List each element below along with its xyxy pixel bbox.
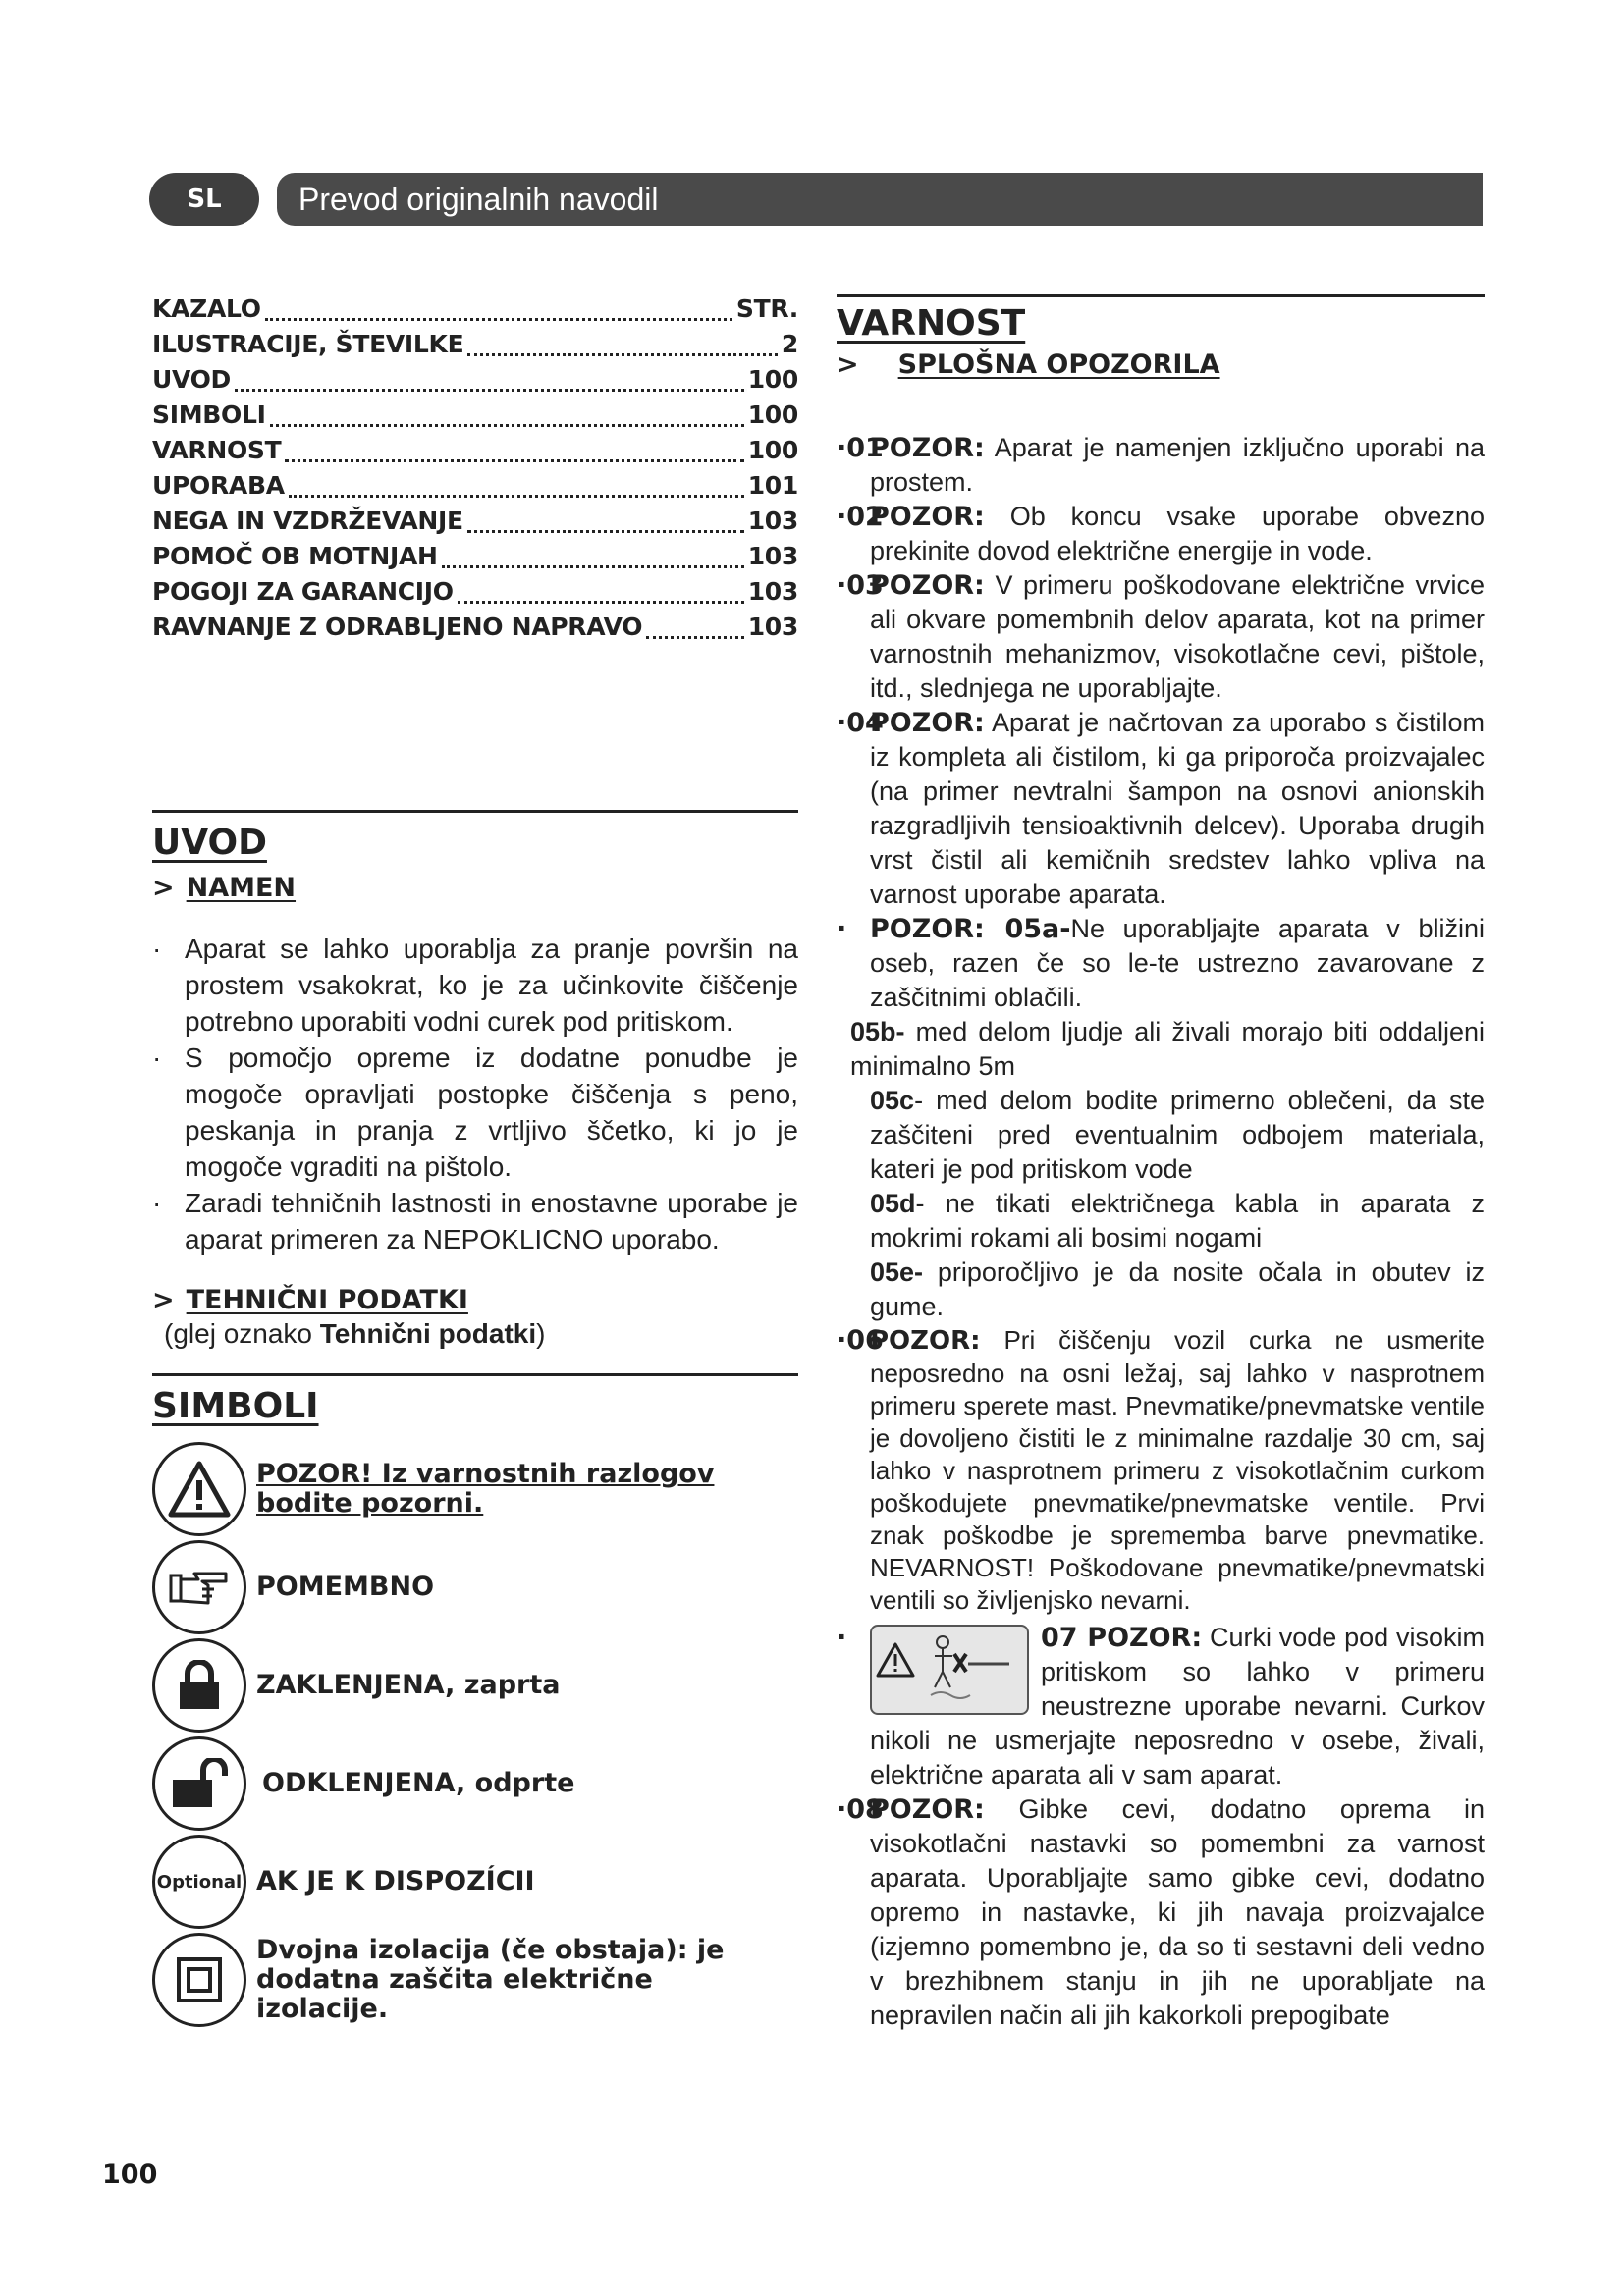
right-column (837, 294, 1485, 2033)
warning-item: ·03 POZOR: V primeru poškodovane električne vrvice ali okvare pomembnih delov aparata, kot na primer varnostnih mehanizmov, visokotlačne cevi, pištole, itd., slednjega ne uporabljajte. (837, 570, 1485, 703)
header-bar (149, 173, 1483, 226)
list-item: · Aparat se lahko uporablja za pranje površin na prostem vsakokrat, ko je za učinkovite čiščenje potrebno uporabiti vodni curek pod pritiskom. (152, 934, 798, 1037)
symbol-row: POZOR! Iz varnostnih razlogov bodite pozorni. (152, 1440, 798, 1538)
toc-row: NEGA IN VZDRŽEVANJE 103 (152, 507, 798, 535)
warning-item: ·08 POZOR: Gibke cevi, dodatno oprema in visokotlačni nastavki so pomembni za varnost aparata. Uporabljajte samo gibke cevi, dodatno opremo in nastavke, ki jih navaja proizvajalce (izjemno pomembno je, da so ti sestavni deli vedno v brezhibnem stanju in jih ne uporabljate na nepravilen način ali jih kakorkoli prepogibate (837, 1794, 1485, 2030)
warning-item: ·04 POZOR: Aparat je načrtovan za uporabo s čistilom iz kompleta ali čistilom, ki ga priporoča proizvajalec (na primer nevtralni šampon na osnovi anionskih razgradljivih tensioaktivnih delcev). Uporaba drugih vrst čistil ali kemičnih sredstev lahko vpliva na varnost uporabe aparata. (837, 708, 1485, 909)
warning-subitem: 05b- med delom ljudje ali živali morajo biti oddaljeni minimalno 5m (850, 1017, 1485, 1081)
lock-closed-icon (152, 1638, 246, 1733)
lock-open-icon (152, 1736, 246, 1831)
uvod-heading: UVOD (152, 823, 267, 863)
tech-data-note: (glej oznako Tehnični podatki) (164, 1318, 546, 1349)
symbol-row: Optional AK JE K DISPOZÍCII (152, 1833, 798, 1931)
optional-icon: Optional (152, 1835, 246, 1929)
pointing-hand-icon (152, 1540, 246, 1634)
toc-row: UPORABA 101 (152, 471, 798, 500)
section-divider (837, 294, 1485, 297)
uvod-bullets (152, 931, 798, 1257)
symbol-row: ZAKLENJENA, zaprta (152, 1636, 798, 1735)
symbol-row: ODKLENJENA, odprte (152, 1735, 798, 1833)
toc-row: UVOD 100 (152, 365, 798, 394)
list-item: · S pomočjo opreme iz dodatne ponudbe je mogoče opravljati postopke čiščenja s peno, peskanja in pranja z vrtljivo ščetko, ki jo je mogoče vgraditi na pištolo. (152, 1042, 798, 1182)
language-badge: SL (149, 173, 259, 226)
section-divider (152, 1373, 798, 1376)
warning-triangle-icon (152, 1442, 246, 1536)
symbol-list (152, 1440, 798, 2029)
toc-row: POGOJI ZA GARANCIJO 103 (152, 577, 798, 606)
toc-row: KAZALO STR. (152, 294, 798, 323)
toc-row: RAVNANJE Z ODRABLJENO NAPRAVO 103 (152, 613, 798, 641)
list-item: · Zaradi tehničnih lastnosti in enostavne uporabe je aparat primeren za NEPOKLICNO uporabo. (152, 1188, 798, 1255)
warning-item: · 07 POZOR: Curki vode pod visokim pritiskom so lahko v primeru neustrezne uporabe nevarni. Curkov nikoli ne usmerjajte neposredno v osebe, živali, električne aparata ali v sam aparat. (837, 1623, 1485, 1789)
toc-row: VARNOST 100 (152, 436, 798, 464)
page-title: Prevod originalnih navodil (277, 173, 1483, 226)
table-of-contents (152, 294, 798, 648)
toc-row: POMOČ OB MOTNJAH 103 (152, 542, 798, 570)
double-insulation-icon (152, 1933, 246, 2027)
warning-subitem: 05e- priporočljivo je da nosite očala in obutev iz gume. (870, 1257, 1485, 1321)
section-divider (152, 810, 798, 813)
left-column (152, 294, 798, 2029)
general-warnings-subheading: > SPLOŠNA OPOZORILA (837, 349, 1220, 380)
warning-item: ·06 POZOR: Pri čiščenju vozil curka ne usmerite neposredno na osni ležaj, saj lahko v nasprotnem primeru sperete mast. Pnevmatike/pnevmatske ventile je dovoljeno čistiti le z minimalne razdalje 30 cm, saj lahko v nasprotnem primeru z visokotlačnim curkom poškodujete pnevmatike/pnevmatske ventile. Prvi znak poškodbe je sprememba barve pnevmatike. NEVARNOST! Poškodovane pnevmatike/pnevmatski ventili so življenjsko nevarni. (837, 1325, 1485, 1615)
varnost-heading: VARNOST (837, 303, 1026, 344)
page-number: 100 (102, 2160, 158, 2190)
toc-row: ILUSTRACIJE, ŠTEVILKE 2 (152, 330, 798, 358)
warning-item: · POZOR: 05a-Ne uporabljajte aparata v bližini oseb, razen če so le-te ustrezno zavarovane z zaščitnimi oblačili. (837, 914, 1485, 1012)
namen-subheading: > NAMEN (152, 873, 297, 903)
warning-subitem: 05d- ne tikati električnega kabla in aparata z mokrimi rokami ali bosimi nogami (870, 1189, 1485, 1253)
symbol-row: POMEMBNO (152, 1538, 798, 1636)
tech-data-subheading: > TEHNIČNI PODATKI (152, 1285, 468, 1315)
warning-item: ·01 POZOR: Aparat je namenjen izključno uporabi na prostem. (837, 433, 1486, 497)
warning-item: ·02 POZOR: Ob koncu vsake uporabe obvezno prekinite dovod električne energije in vode. (837, 502, 1485, 565)
high-pressure-warning-image (870, 1625, 1029, 1715)
warning-list (837, 431, 1485, 2033)
warning-subitem: 05c- med delom bodite primerno oblečeni, da ste zaščiteni pred eventualnim odbojem materiala, kateri je pod pritiskom vode (870, 1086, 1485, 1184)
symbol-row: Dvojna izolacija (če obstaja): je dodatna zaščita električne izolacije. (152, 1931, 798, 2029)
toc-row: SIMBOLI 100 (152, 400, 798, 429)
simboli-heading: SIMBOLI (152, 1386, 319, 1426)
